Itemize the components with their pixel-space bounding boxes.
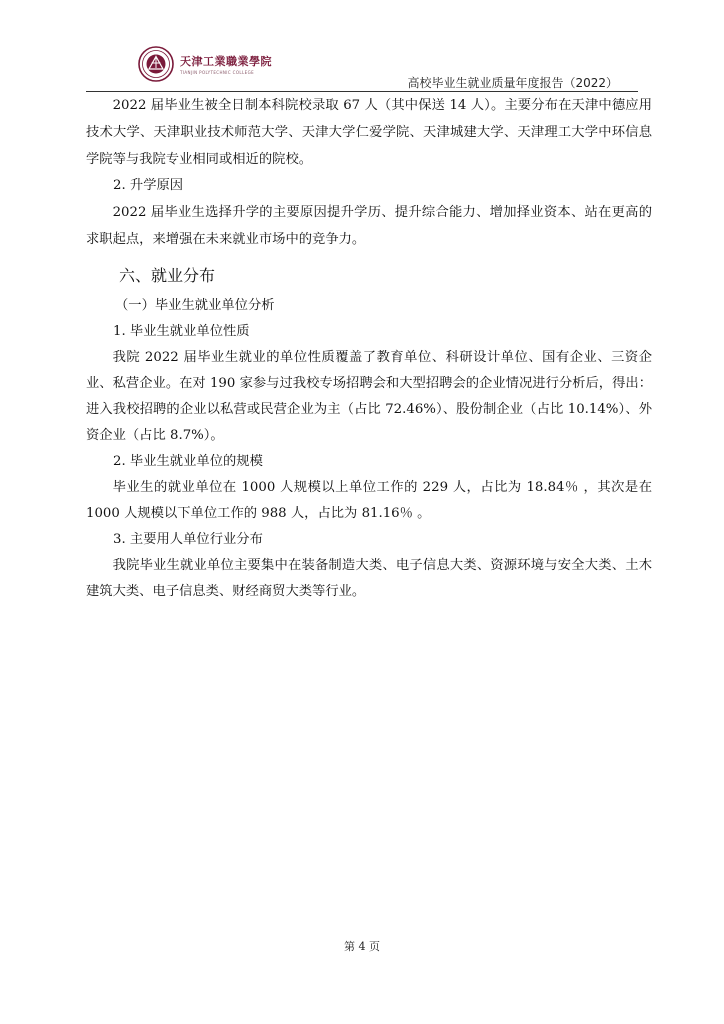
item-industry-heading: 3. 主要用人单位行业分布 xyxy=(113,532,263,547)
paragraph-employer-scale: 毕业生的就业单位在 1000 人规模以上单位工作的 229 人，占比为 18.84％ ，其次是在 1000 人规模以下单位工作的 988 人，占比为 81.16％ 。 xyxy=(86,480,652,521)
section-heading-employment-distribution: 六、就业分布 xyxy=(119,266,216,285)
page-number: 第 4 页 xyxy=(344,940,380,953)
logo-chinese-name: 天津工業職業學院 xyxy=(180,55,272,68)
paragraph-industry: 我院毕业生就业单位主要集中在装备制造大类、电子信息大类、资源环境与安全大类、土木建筑大类、电子信息类、财经商贸大类等行业。 xyxy=(86,558,652,599)
school-seal-icon xyxy=(138,46,174,82)
report-title: 高校毕业生就业质量年度报告（2022） xyxy=(407,76,618,90)
item-reason-heading: 2. 升学原因 xyxy=(113,178,184,193)
item-employer-nature-heading: 1. 毕业生就业单位性质 xyxy=(113,324,250,339)
paragraph-reason: 2022 届毕业生选择升学的主要原因提升学历、提升综合能力、增加择业资本、站在更高的求职起点，来增强在未来就业市场中的竞争力。 xyxy=(86,205,652,247)
school-logo xyxy=(138,46,272,82)
logo-english-name: TIANJIN POLYTECHNIC COLLEGE xyxy=(180,70,255,75)
paragraph-further-study: 2022 届毕业生被全日制本科院校录取 67 人（其中保送 14 人）。主要分布在天津中德应用技术大学、天津职业技术师范大学、天津大学仁爱学院、天津城建大学、天津理工大学中环信息学院等与我院专业相同或相近的院校。 xyxy=(86,98,652,167)
page-header xyxy=(86,44,638,92)
paragraph-employer-nature: 我院 2022 届毕业生就业的单位性质覆盖了教育单位、科研设计单位、国有企业、三资企业、私营企业。在对 190 家参与过我校专场招聘会和大型招聘会的企业情况进行分析后，得出：进入我校招聘的企业以私营或民营企业为主（占比 72.46%）、股份制企业（占比 10.14%）、外资企业（占比 8.7%）。 xyxy=(86,350,652,443)
subsection-heading-employer-analysis: （一）毕业生就业单位分析 xyxy=(115,298,275,313)
item-employer-scale-heading: 2. 毕业生就业单位的规模 xyxy=(113,454,263,469)
page-content xyxy=(86,92,652,605)
